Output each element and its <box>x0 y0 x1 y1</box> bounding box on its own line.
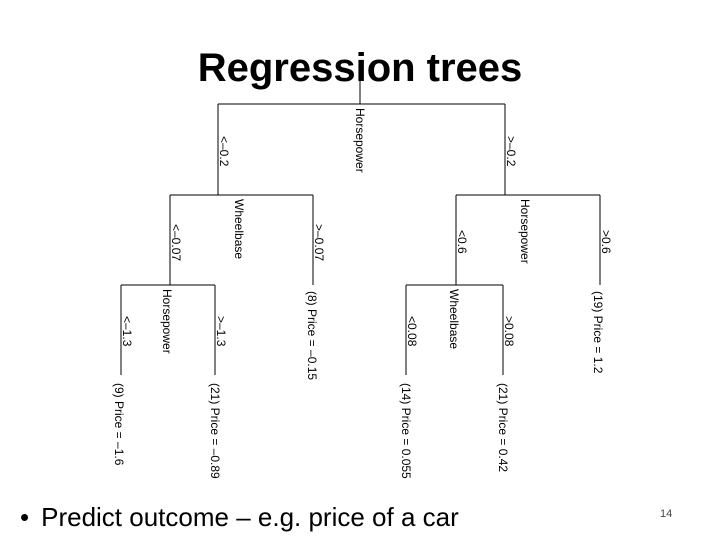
edge-label-left-left-right: >–1.3 <box>214 316 228 347</box>
leaf-label: (21) Price = 0.42 <box>496 383 510 473</box>
split-label-left-left: Horsepower <box>160 289 174 354</box>
leaf-label: (14) Price = 0.055 <box>399 383 413 479</box>
bullet-text: Predict outcome – e.g. price of a car <box>41 502 459 532</box>
edge-label-root-right: >–0.2 <box>504 136 518 167</box>
split-label-root: Horsepower <box>353 108 367 173</box>
edge-label-root-left: <–0.2 <box>217 136 231 167</box>
split-label-right: Horsepower <box>518 199 532 264</box>
split-label-left: Wheelbase <box>232 199 246 260</box>
leaf-label: (19) Price = 1.2 <box>591 291 605 374</box>
leaf-label: (9) Price = –1.6 <box>112 383 126 466</box>
edge-label-right-left: <0.6 <box>455 230 469 254</box>
edge-label-left-left-left: <–1.3 <box>120 316 134 347</box>
bullet-item <box>20 500 459 534</box>
page-number: 14 <box>660 508 673 520</box>
slide-title: Regression trees <box>197 46 523 90</box>
edge-label-right-right: >0.6 <box>599 230 613 254</box>
edge-label-right-left-left: <0.08 <box>405 316 419 347</box>
edge-label-right-left-right: >0.08 <box>502 316 516 347</box>
edge-label-left-left: <–0.07 <box>169 224 183 262</box>
leaf-label: (21) Price = –0.89 <box>208 383 222 479</box>
split-label-right-left: Wheelbase <box>447 289 461 350</box>
bullet-icon: • <box>20 502 30 532</box>
edge-label-left-right: >–0.07 <box>312 224 326 262</box>
leaf-label: (8) Price = –0.15 <box>305 291 319 381</box>
